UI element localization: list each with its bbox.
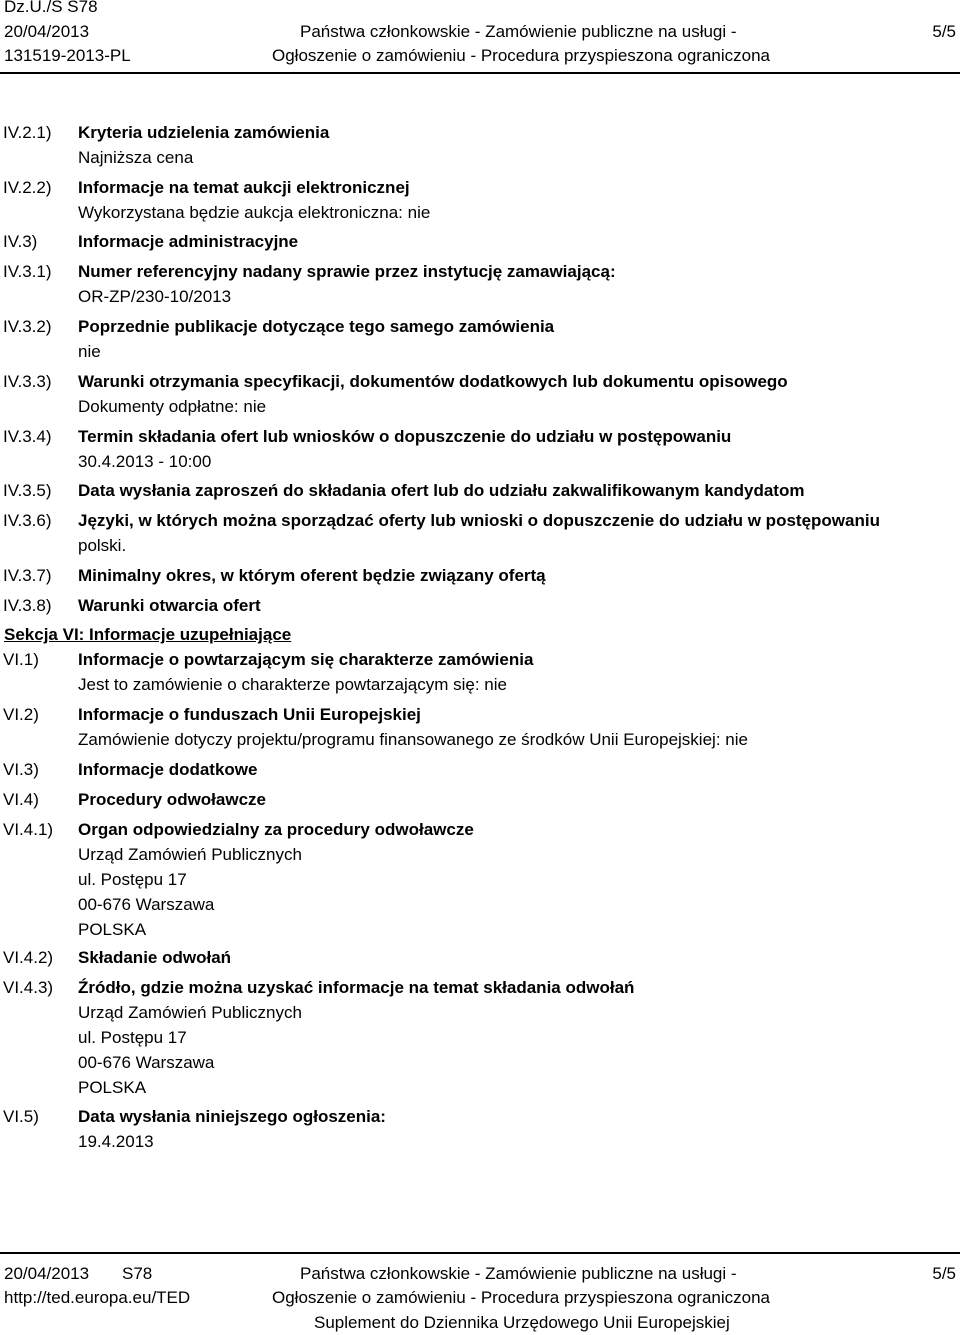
- section-number: VI.5): [3, 1107, 39, 1126]
- section-number: IV.2.1): [3, 123, 52, 142]
- section-number: IV.3.5): [3, 481, 52, 500]
- section-value: Dokumenty odpłatne: nie: [78, 397, 267, 416]
- section-number: VI.2): [3, 705, 39, 724]
- section-value: polski.: [78, 536, 127, 555]
- section-value: OR-ZP/230-10/2013: [78, 287, 232, 306]
- section-title: Informacje o powtarzającym się charakterze zamówienia: [78, 650, 534, 669]
- footer-date: 20/04/2013: [4, 1264, 90, 1283]
- section-value: POLSKA: [78, 920, 147, 939]
- section-number: VI.4.3): [3, 978, 54, 997]
- section-body: [78, 1104, 386, 1154]
- page-footer: [0, 1258, 960, 1334]
- section-body: [78, 817, 474, 942]
- section-value: ul. Postępu 17: [78, 870, 187, 889]
- section-value: Urząd Zamówień Publicznych: [78, 1003, 302, 1022]
- section-value: Najniższa cena: [78, 148, 194, 167]
- section-number: IV.3.1): [3, 262, 52, 281]
- section-body: [78, 647, 533, 697]
- section-number: VI.4.1): [3, 820, 54, 839]
- section-title: Źródło, gdzie można uzyskać informacje na temat składania odwołań: [78, 978, 635, 997]
- section-title: Informacje administracyjne: [78, 232, 299, 251]
- section-title: Warunki otwarcia ofert: [78, 596, 261, 615]
- section-title: Języki, w których można sporządzać oferty lub wnioski o dopuszczenie do udziału w postępowaniu: [78, 511, 880, 530]
- section-title: Minimalny okres, w którym oferent będzie związany ofertą: [78, 566, 546, 585]
- section-title: Data wysłania zaproszeń do składania ofert lub do udziału zakwalifikowanym kandydatom: [78, 481, 805, 500]
- section-value: 00-676 Warszawa: [78, 895, 215, 914]
- section-title: Numer referencyjny nadany sprawie przez instytucję zamawiającą:: [78, 262, 616, 281]
- section-body: [78, 593, 261, 618]
- header-title-line2: Ogłoszenie o zamówieniu - Procedura przyspieszona ograniczona: [272, 46, 770, 65]
- section-value: POLSKA: [78, 1078, 147, 1097]
- section-title: Informacje o funduszach Unii Europejskiej: [78, 705, 421, 724]
- section-title: Warunki otrzymania specyfikacji, dokumentów dodatkowych lub dokumentu opisowego: [78, 372, 788, 391]
- section-value: Jest to zamówienie o charakterze powtarzającym się: nie: [78, 675, 507, 694]
- section-title: Informacje dodatkowe: [78, 760, 258, 779]
- journal-ref: Dz.U./S S78: [4, 0, 98, 16]
- section-value: Wykorzystana będzie aukcja elektroniczna: nie: [78, 203, 431, 222]
- section-number: IV.3.2): [3, 317, 52, 336]
- section-number: IV.3.6): [3, 511, 52, 530]
- section-title: Termin składania ofert lub wniosków o dopuszczenie do udziału w postępowaniu: [78, 427, 732, 446]
- section-body: [78, 120, 329, 170]
- footer-divider: [0, 1252, 960, 1254]
- section-value: 19.4.2013: [78, 1132, 154, 1151]
- section-title: Kryteria udzielenia zamówienia: [78, 123, 330, 142]
- page-header: [0, 0, 960, 72]
- section-number: VI.4.2): [3, 948, 54, 967]
- section-body: [78, 424, 731, 474]
- header-title-line1: Państwa członkowskie - Zamówienie publiczne na usługi -: [300, 22, 737, 41]
- section-body: [78, 229, 298, 254]
- section-title: Poprzednie publikacje dotyczące tego samego zamówienia: [78, 317, 555, 336]
- section-body: [78, 787, 266, 812]
- footer-url[interactable]: http://ted.europa.eu/TED: [4, 1288, 191, 1307]
- header-divider: [0, 72, 960, 74]
- section-number: IV.3.3): [3, 372, 52, 391]
- section-title: Organ odpowiedzialny za procedury odwoławcze: [78, 820, 474, 839]
- section-value: 30.4.2013 - 10:00: [78, 452, 212, 471]
- section-number: VI.1): [3, 650, 39, 669]
- section-number: IV.3.4): [3, 427, 52, 446]
- footer-page-number: 5/5: [932, 1264, 956, 1283]
- section-title: Informacje na temat aukcji elektronicznej: [78, 178, 410, 197]
- section-value: Zamówienie dotyczy projektu/programu finansowanego ze środków Unii Europejskiej: nie: [78, 730, 748, 749]
- footer-title-line2: Ogłoszenie o zamówieniu - Procedura przyspieszona ograniczona: [272, 1288, 770, 1307]
- header-date: 20/04/2013: [4, 22, 90, 41]
- section-number: IV.3.7): [3, 566, 52, 585]
- header-ref: 131519-2013-PL: [4, 46, 131, 65]
- section-body: [78, 945, 231, 970]
- section-number: IV.2.2): [3, 178, 52, 197]
- section-body: [78, 314, 554, 364]
- section-body: [78, 975, 634, 1100]
- section-vi-heading: Sekcja VI: Informacje uzupełniające: [4, 625, 292, 644]
- section-body: [78, 508, 880, 558]
- section-title: Procedury odwoławcze: [78, 790, 266, 809]
- section-body: [78, 478, 804, 503]
- section-number: VI.4): [3, 790, 39, 809]
- header-page-number: 5/5: [932, 22, 956, 41]
- section-title: Data wysłania niniejszego ogłoszenia:: [78, 1107, 386, 1126]
- section-body: [78, 259, 616, 309]
- section-body: [78, 369, 788, 419]
- section-body: [78, 563, 546, 588]
- section-body: [78, 175, 430, 225]
- section-value: nie: [78, 342, 101, 361]
- footer-issue: S78: [122, 1264, 153, 1283]
- section-value: ul. Postępu 17: [78, 1028, 187, 1047]
- section-value: 00-676 Warszawa: [78, 1053, 215, 1072]
- section-number: VI.3): [3, 760, 39, 779]
- section-number: IV.3.8): [3, 596, 52, 615]
- section-body: [78, 757, 257, 782]
- footer-title-line1: Państwa członkowskie - Zamówienie publiczne na usługi -: [300, 1264, 737, 1283]
- section-value: Urząd Zamówień Publicznych: [78, 845, 302, 864]
- section-body: [78, 702, 748, 752]
- section-title: Składanie odwołań: [78, 948, 232, 967]
- section-number: IV.3): [3, 232, 38, 251]
- footer-title-line3: Suplement do Dziennika Urzędowego Unii Europejskiej: [314, 1313, 730, 1332]
